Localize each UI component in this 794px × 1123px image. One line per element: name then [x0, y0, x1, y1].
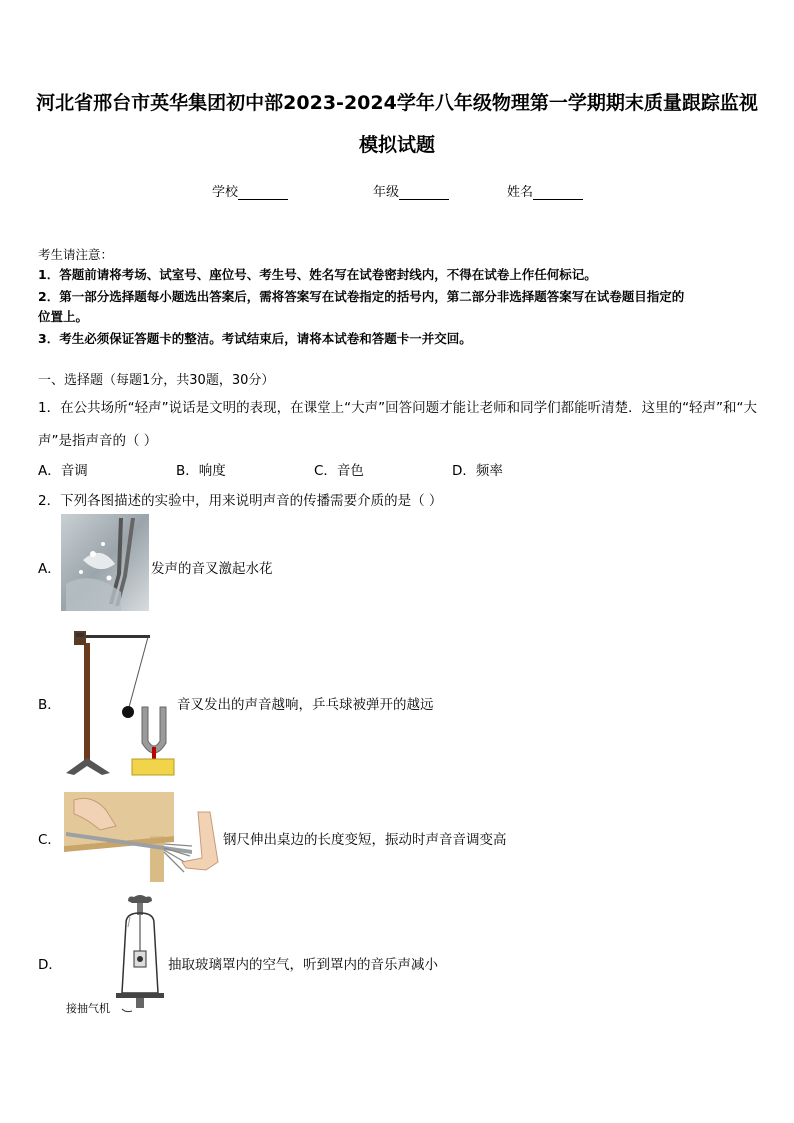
q2-option-c-label[interactable]: C． [38, 832, 61, 848]
q2-option-d-text: 抽取玻璃罩内的空气，听到罩内的音乐声减小 [168, 957, 438, 973]
q2-option-a-text: 发声的音叉激起水花 [151, 561, 273, 577]
q2-option-b-label[interactable]: B． [38, 697, 61, 713]
q1-option-d[interactable]: D．频率 [452, 463, 503, 479]
q2-option-d-label[interactable]: D． [38, 957, 62, 973]
q1-option-a[interactable]: A．音调 [38, 463, 88, 479]
name-field[interactable]: 姓名 [507, 181, 583, 200]
notice-item-3: 3．考生必须保证答题卡的整洁。考试结束后，请将本试卷和答题卡一并交回。 [38, 331, 472, 346]
notice-heading: 考生请注意： [38, 247, 114, 262]
title-line-1: 河北省邢台市英华集团初中部2023-2024学年八年级物理第一学期期末质量跟踪监视 [36, 92, 758, 114]
school-field[interactable]: 学校 [212, 181, 288, 200]
q1-option-c[interactable]: C．音色 [314, 463, 364, 479]
steel-ruler-table-image [64, 792, 222, 882]
q1-option-b[interactable]: B．响度 [176, 463, 226, 479]
notice-item-2b: 位置上。 [38, 309, 89, 324]
tuning-fork-water-image [61, 514, 149, 611]
q2-option-b-text: 音叉发出的声音越响，乒乓球被弹开的越远 [177, 697, 434, 713]
notice-item-2a: 2．第一部分选择题每小题选出答案后，需将答案写在试卷指定的括号内，第二部分非选择题答案写在试卷题目指定的 [38, 289, 685, 304]
q1-line-2: 声”是指声音的（ ） [38, 433, 158, 449]
vacuum-pump-label: 接抽气机 [66, 1002, 110, 1015]
q2-option-a-label[interactable]: A． [38, 561, 61, 577]
q1-line-1: 1．在公共场所“轻声”说话是文明的表现，在课堂上“大声”回答问题才能让老师和同学们都能听清楚．这里的“轻声”和“大 [38, 400, 758, 416]
bell-jar-vacuum-image [112, 893, 168, 1015]
section-heading: 一、选择题（每题1分，共30题，30分） [38, 373, 275, 388]
title-line-2: 模拟试题 [358, 134, 435, 156]
q2-stem: 2．下列各图描述的实验中，用来说明声音的传播需要介质的是（ ） [38, 493, 443, 509]
tuning-fork-pingpong-image [62, 623, 175, 778]
q2-option-c-text: 钢尺伸出桌边的长度变短，振动时声音音调变高 [223, 832, 507, 848]
notice-item-1: 1．答题前请将考场、试室号、座位号、考生号、姓名写在试卷密封线内，不得在试卷上作任何标记。 [38, 267, 597, 282]
grade-field[interactable]: 年级 [373, 181, 449, 200]
